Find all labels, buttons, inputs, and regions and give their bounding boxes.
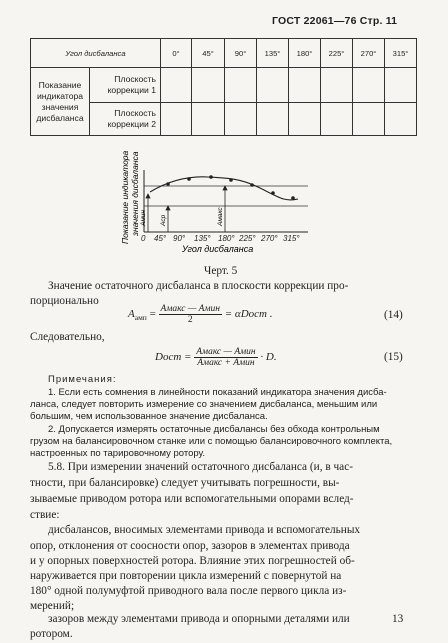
row-label-cell: Показание индикатора значения дисбаланса xyxy=(31,68,90,136)
paragraph-line: наруживается при повторении цикла измерений с повернутой на xyxy=(30,570,342,582)
figure-ylabel-line2: значения дисбаланса xyxy=(130,151,140,236)
paragraph-line: 5.8. При измерении значений остаточного дисбаланса (и, в час- xyxy=(48,461,353,473)
paragraph-line: ствие: xyxy=(30,509,60,521)
unbalance-table xyxy=(30,38,417,136)
angle-cell: 225° xyxy=(321,39,353,68)
note-line: 1. Если есть сомнения в линейности показаний индикатора значения дисба- xyxy=(48,387,387,398)
paragraph-line: мерений; xyxy=(30,600,75,612)
paragraph-line: тности, при балансировке) следует учитывать погрешности, вы- xyxy=(30,477,340,489)
data-point xyxy=(271,191,275,195)
plane1-cell: Плоскость коррекции 1 xyxy=(90,68,161,103)
arrowhead xyxy=(223,186,227,190)
annotation-acp: Aср xyxy=(160,214,167,226)
x-tick: 315° xyxy=(283,234,300,243)
angle-cell: 315° xyxy=(385,39,417,68)
angle-header-cell: Угол дисбаланса xyxy=(31,39,161,68)
notes-title: Примечания: xyxy=(48,374,117,385)
plane2-cell: Плоскость коррекции 2 xyxy=(90,103,161,136)
formula-15: Dост = $\frac{\text{Aмакс — Aмин}}{\text{Aмакс + Aмин}}$ · D. xyxy=(155,347,277,368)
figure-caption: Черт. 5 xyxy=(204,265,238,277)
x-tick: 45° xyxy=(154,234,167,243)
x-tick: 135° xyxy=(194,234,211,243)
formula-14: $A_{амп}$ = $\frac{\text{Aмакс — Aмин}}{2}$ = αDост . xyxy=(128,304,273,325)
paragraph-line: порционально xyxy=(30,295,99,307)
paragraph-line: и у опорных поверхностей ротора. Влияние этих погрешностей об- xyxy=(30,555,355,567)
angle-cell: 180° xyxy=(289,39,321,68)
x-tick: 270° xyxy=(261,234,278,243)
note-line: ланса, следует повторить измерение со значением дисбаланса, меньшим или xyxy=(30,399,378,410)
arrowhead xyxy=(146,194,150,198)
data-point xyxy=(291,196,295,200)
x-tick: 225° xyxy=(239,234,256,243)
angle-cell: 135° xyxy=(257,39,289,68)
x-axis-label: Угол дисбаланса xyxy=(182,244,254,254)
fraction: $\frac{\text{Aмакс — Aмин}}{\text{Aмакс + Aмин}}$ xyxy=(196,347,256,368)
fraction: $\frac{\text{Aмакс — Aмин}}{2}$ xyxy=(160,304,220,325)
paragraph-line: опор, отклонения от соосности опор, зазоров в элементах привода xyxy=(30,540,350,552)
page-header: ГОСТ 22061—76 Стр. 11 xyxy=(272,15,398,27)
table-row xyxy=(31,68,417,103)
paragraph-line: Следовательно, xyxy=(30,331,105,343)
data-point xyxy=(166,182,170,186)
paragraph-line: ротором. xyxy=(30,628,73,640)
arrowhead xyxy=(166,206,170,210)
note-line: грузом на балансировочном станке или с помощью балансировочного комплекта, xyxy=(30,436,393,447)
angle-cell: 0° xyxy=(161,39,192,68)
x-tick: 90° xyxy=(173,234,186,243)
paragraph-line: зазоров между элементами привода и опорными деталями или xyxy=(48,613,350,625)
equation-number: (15) xyxy=(384,351,403,363)
page-number: 13 xyxy=(392,613,404,625)
paragraph-line: 180° одной полумуфтой приводного вала после первого цикла из- xyxy=(30,585,347,597)
data-point xyxy=(187,177,191,181)
x-tick: 180° xyxy=(218,234,235,243)
note-line: большим, чем использованное значение дисбаланса. xyxy=(30,411,268,422)
angle-cell: 90° xyxy=(225,39,257,68)
annotation-amin: Aмин xyxy=(140,210,147,226)
x-tick: 0 xyxy=(141,234,146,243)
unbalance-figure xyxy=(110,140,330,256)
paragraph-line: дисбалансов, вносимых элементами привода и вспомогательных xyxy=(48,524,361,536)
note-line: настроенных по тарировочному ротору. xyxy=(30,448,205,459)
angle-cell: 45° xyxy=(192,39,225,68)
data-point xyxy=(229,178,233,182)
equation-number: (14) xyxy=(384,309,403,321)
annotation-amax: Aмакс xyxy=(217,207,224,226)
note-line: 2. Допускается измерять остаточные дисбалансы без обхода контрольным xyxy=(48,424,380,435)
table-header-row xyxy=(31,39,417,68)
angle-cell: 270° xyxy=(353,39,385,68)
data-point xyxy=(209,175,213,179)
figure-ylabel-line1: Показание индикатора xyxy=(120,150,130,244)
data-point xyxy=(250,183,254,187)
paragraph-line: Значение остаточного дисбаланса в плоскости коррекции про- xyxy=(48,280,349,292)
paragraph-line: зываемые приводом ротора или вспомогательными опорами вслед- xyxy=(30,493,354,505)
